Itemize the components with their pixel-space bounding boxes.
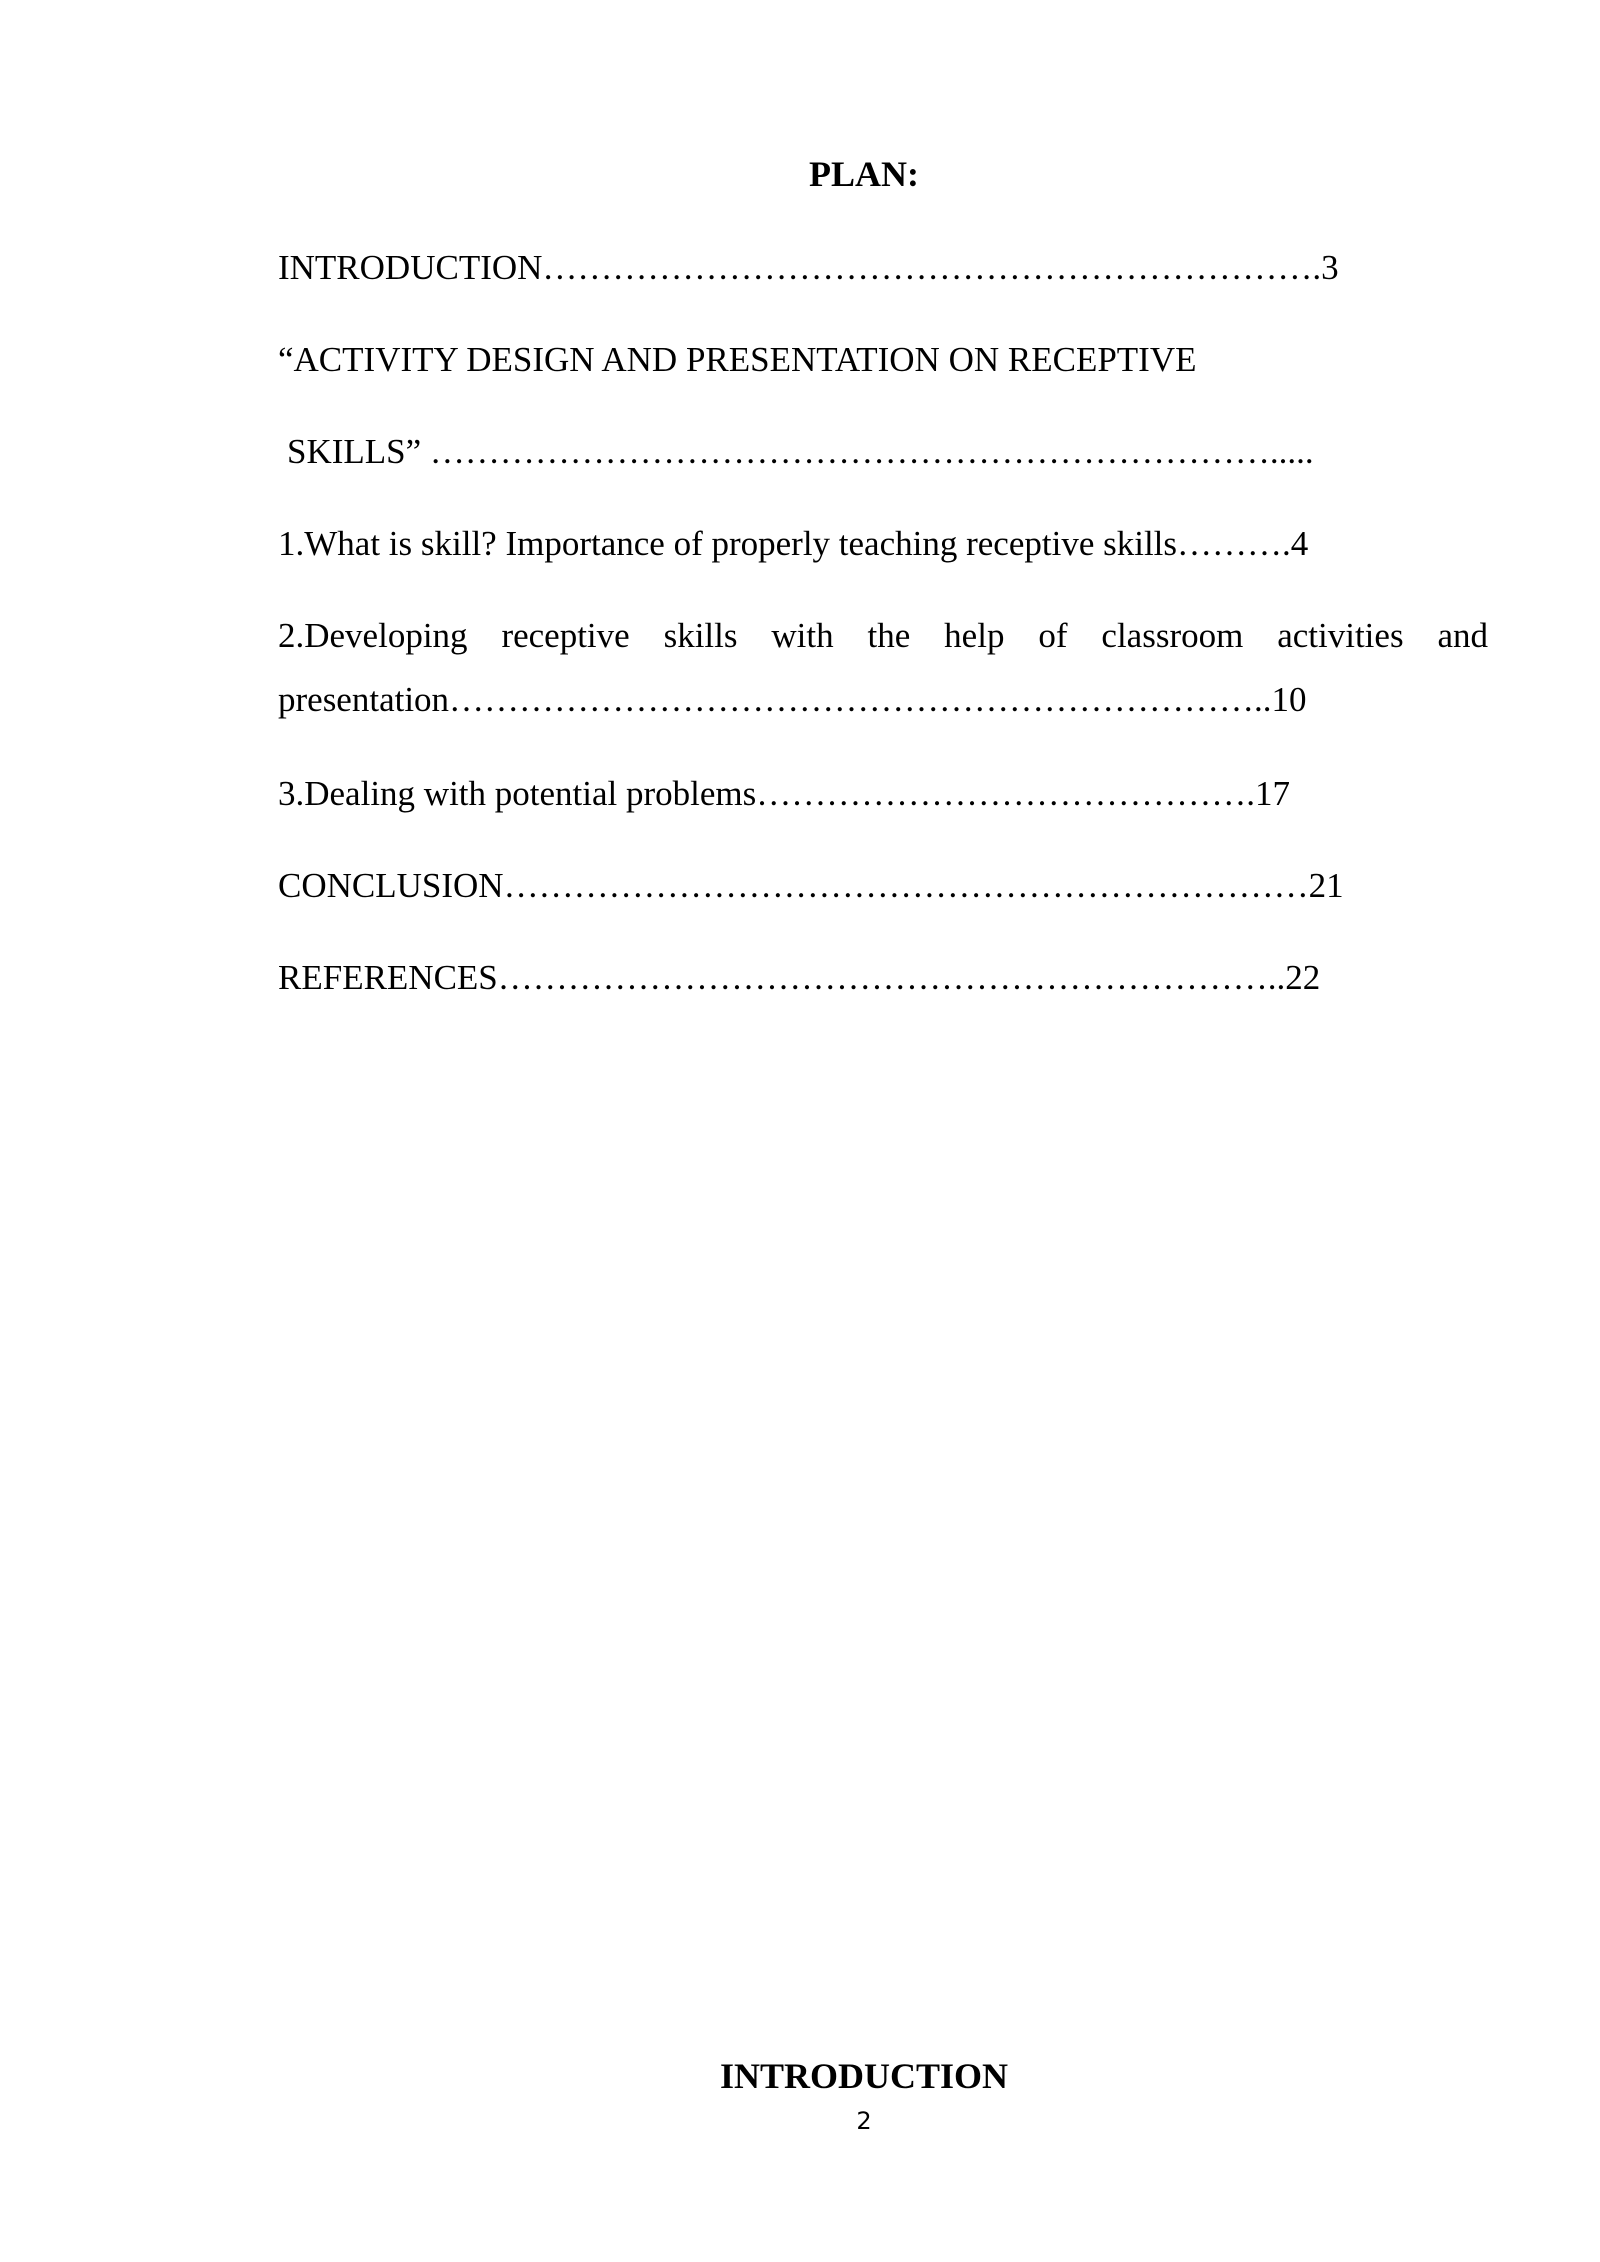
toc-entry-references: REFERENCES…………………………………………………………..22 — [278, 958, 1321, 997]
toc-entry-item-2-line-2: presentation……………………………………………………………..10 — [278, 680, 1307, 719]
toc-entry-item-3: 3.Dealing with potential problems…………………………………….17 — [278, 774, 1290, 813]
next-section-heading: INTRODUCTION — [719, 2056, 1009, 2096]
toc-entry-introduction: INTRODUCTION………………………………………………………….3 — [278, 248, 1339, 287]
toc-entry-activity-title-line-1: “ACTIVITY DESIGN AND PRESENTATION ON RECEPTIVE — [278, 340, 1197, 379]
toc-entry-activity-title-line-2: SKILLS” ………………………………………………………………..... — [287, 432, 1314, 471]
toc-entry-item-2-line-1: 2.Developing receptive skills with the help of classroom activities and — [278, 616, 1488, 655]
page-number: 2 — [856, 2107, 872, 2135]
toc-entry-item-1: 1.What is skill? Importance of properly teaching receptive skills……….4 — [278, 524, 1309, 563]
toc-entry-conclusion: CONCLUSION……………………………………………………………21 — [278, 866, 1344, 905]
plan-title: PLAN: — [809, 154, 919, 194]
